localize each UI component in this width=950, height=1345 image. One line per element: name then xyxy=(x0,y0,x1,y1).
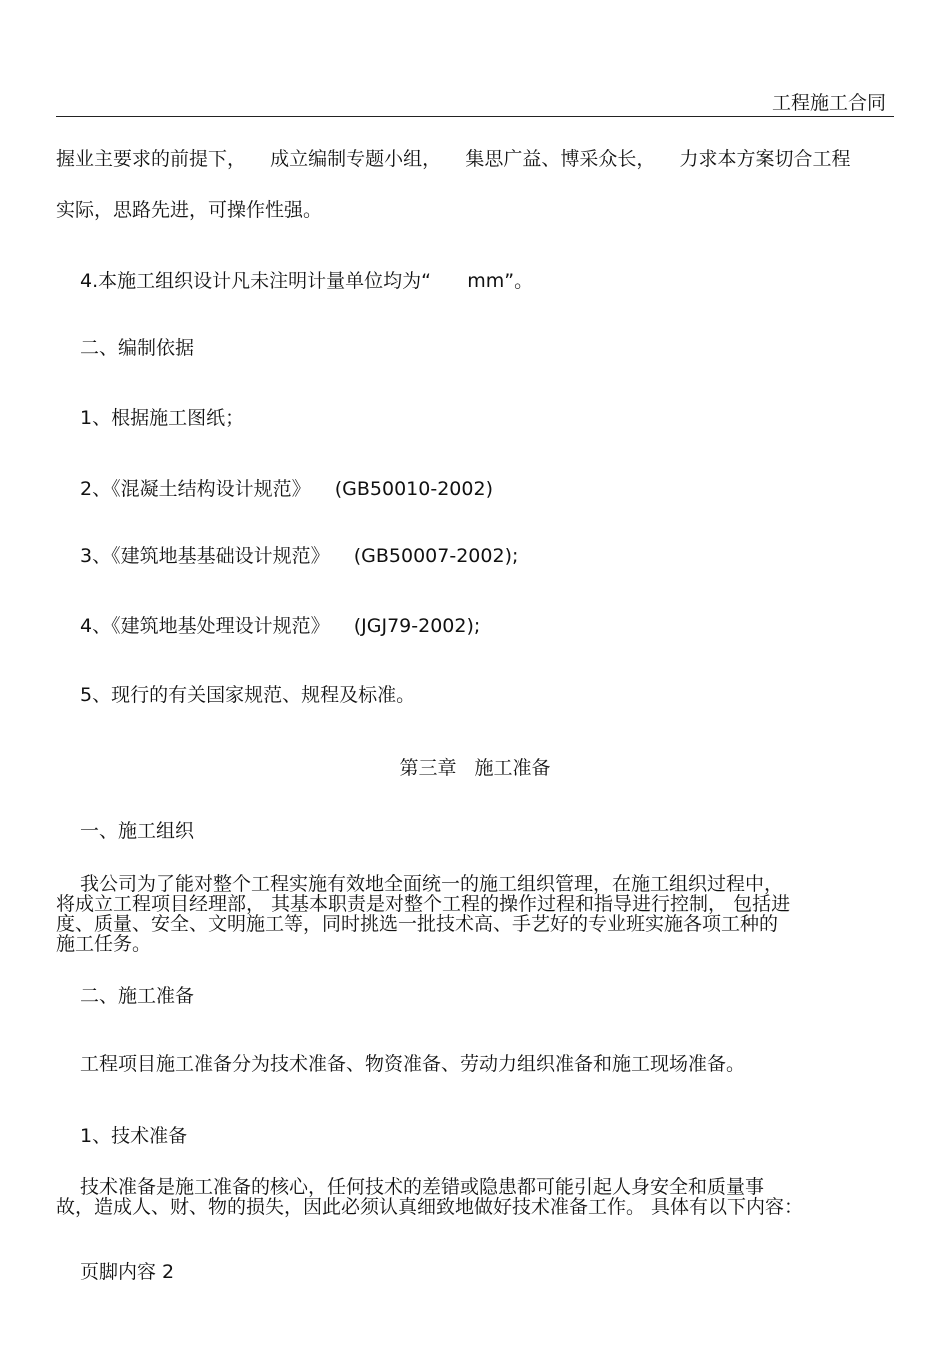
header-rule xyxy=(56,116,894,117)
list-item: 4、《建筑地基处理设计规范》 (JGJ79-2002); xyxy=(80,615,481,637)
page-footer: 页脚内容 2 xyxy=(80,1261,175,1283)
paragraph-line: 技术准备是施工准备的核心，任何技术的差错或隐患都可能引起人身安全和质量事 xyxy=(80,1176,765,1198)
running-header: 工程施工合同 xyxy=(771,92,886,114)
paragraph-line: 握业主要求的前提下， 成立编制专题小组， 集思广益、博采众长， 力求本方案切合工程 xyxy=(56,148,851,170)
paragraph-line: 故，造成人、财、物的损失，因此必须认真细致地做好技术准备工作。 具体有以下内容： xyxy=(56,1196,804,1218)
list-item: 2、《混凝土结构设计规范》 (GB50010-2002) xyxy=(80,478,493,500)
list-item: 1、根据施工图纸； xyxy=(80,407,245,429)
section-heading: 一、施工组织 xyxy=(80,820,195,842)
section-heading: 二、施工准备 xyxy=(80,985,195,1007)
paragraph-line: 工程项目施工准备分为技术准备、物资准备、劳动力组织准备和施工现场准备。 xyxy=(80,1053,746,1075)
section-heading: 1、技术准备 xyxy=(80,1125,188,1147)
list-item: 5、现行的有关国家规范、规程及标准。 xyxy=(80,684,416,706)
section-heading: 二、编制依据 xyxy=(80,337,195,359)
paragraph xyxy=(56,874,896,954)
paragraph-line: 度、质量、安全、文明施工等，同时挑选一批技术高、手艺好的专业班实施各项工种的 xyxy=(56,913,779,935)
chapter-title: 第三章 施工准备 xyxy=(399,757,551,779)
paragraph-line: 我公司为了能对整个工程实施有效地全面统一的施工组织管理，在施工组织过程中， xyxy=(80,873,784,895)
paragraph-line: 将成立工程项目经理部， 其基本职责是对整个工程的操作过程和指导进行控制， 包括进 xyxy=(56,893,791,915)
paragraph xyxy=(56,1177,896,1217)
paragraph-line: 施工任务。 xyxy=(56,933,152,955)
paragraph-line: 实际，思路先进，可操作性强。 xyxy=(56,199,323,221)
list-item: 3、《建筑地基基础设计规范》 (GB50007-2002); xyxy=(80,545,519,567)
list-item: 4.本施工组织设计凡未注明计量单位均为“ mm”。 xyxy=(80,270,534,292)
